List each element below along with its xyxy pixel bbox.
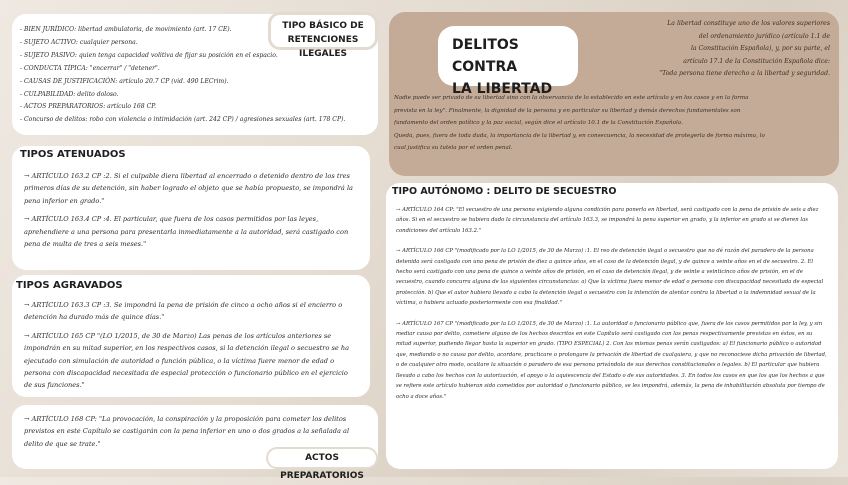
basic-item: - CONDUCTA TÍPICA: "encerrar" / "detener". [20, 64, 160, 72]
agravados-p1: → ARTÍCULO 163.3 CP :3. Se impondrá la pena de prisión de cinco a ocho años si el encierro o detención ha durado más de quince días." [24, 301, 343, 322]
main-title [438, 26, 578, 97]
atenuados-p2: → ARTÍCULO 163.4 CP :4. El particular, que fuera de los casos permitidos por las leyes, aprehendiere a una persona para presentarla inmediatamente a la autoridad, será castigado con pena de multa de tres a seis meses." [24, 215, 349, 249]
intro-body-line: Queda, pues, fuera de toda duda, la importancia de la libertad y, en consecuencia, la necesidad de protegerla de forma máxima, lo [394, 132, 765, 139]
intro-right-text [590, 18, 830, 81]
basic-title-line1: TIPO BÁSICO DE [282, 21, 364, 31]
atenuados-card [12, 146, 370, 270]
preparatorios-title: ACTOS PREPARATORIOS [266, 447, 378, 469]
autonomo-p2: → ARTÍCULO 166 CP "(modificado por la LO 1/2015, de 30 de Marzo) :1. El reo de detención ilegal o secuestro que no dé razón del paradero de la persona detenida será castigado con una pena de prisión de diez a quince años, en el caso de la detención ilegal, y de quince a veinte años en el de secuestro. 2. El hecho será castigado con una pena de quince a veinte años de prisión, en el caso de detención ilegal, y de veinte a veinticinco años de prisión, en el de secuestro, cuando concurra alguna de las siguientes circunstancias: a) Que la víctima fuera menor de edad o persona con discapacidad necesitada de especial protección. b) Que el autor hubiera llevado a cabo la detención ilegal o secuestro con la intención de atentar contra la libertad o la indemnidad sexual de la víctima, o hubiera actuado posteriormente con esa finalidad." [396, 248, 824, 307]
basic-type-title [268, 12, 378, 59]
basic-item: - CULPABILIDAD: delito doloso. [20, 90, 119, 98]
basic-item: - CAUSAS DE JUSTIFICACIÓN: artículo 20.7 CP (vid. 490 LECrim). [20, 77, 229, 85]
intro-body-line: cual justifica su tutela por el orden penal. [394, 145, 513, 151]
basic-item: - SUJETO PASIVO: quien tenga capacidad volitiva de fijar su posición en el espacio. [20, 51, 278, 59]
basic-item: - ACTOS PREPARATORIOS: artículo 168 CP. [20, 103, 157, 111]
basic-item: - BIEN JURÍDICO: libertad ambulatoria, de movimiento (art. 17 CE). [20, 26, 232, 33]
intro-right-line: la Constitución Española), y, por su parte, el [690, 45, 830, 52]
intro-body-line: Nadie puede ser privado de su libertad sino con la observancia de lo establecido en este artículo y en los casos y en la forma [394, 95, 749, 101]
basic-item: - Concurso de delitos: robo con violencia o intimidación (art. 242 CP) / agresiones sexuales (art. 178 CP). [20, 116, 346, 124]
atenuados-p1: → ARTÍCULO 163.2 CP :2. Si el culpable diera libertad al encerrado o detenido dentro de los tres primeros días de su detención, sin haber logrado el objeto que se había propuesto, se impondrá la pena inferior en grado." [24, 172, 353, 205]
agravados-title: TIPOS AGRAVADOS [16, 280, 123, 291]
preparatorios-p1: → ARTÍCULO 168 CP: "La provocación, la conspiración y la proposición para cometer los delitos previstos en este Capítulo se castigarán con la pena inferior en uno o dos grados a la señalada al delito de que se trate." [24, 415, 350, 448]
intro-body-text [394, 92, 834, 155]
autonomo-title: TIPO AUTÓNOMO : DELITO DE SECUESTRO [392, 186, 617, 197]
autonomo-p1: → ARTÍCULO 164 CP: "El secuestro de una persona exigiendo alguna condición para ponerla en libertad, será castigado con la pena de prisión de seis a diez años. Si en el secuestro se hubiera dado la circunstancia del artículo 163.3, se impondrá la pena superior en grado, y la inferior en grado si se dieren las condiciones del artículo 163.2." [396, 207, 819, 234]
main-title-line1: DELITOS CONTRA [452, 37, 519, 75]
autonomo-p3: → ARTÍCULO 167 CP "(modificado por la LO 1/2015, de 30 de Marzo) :1. La autoridad o funcionario público que, fuera de los casos permitidos por la ley, y sin mediar causa por delito, cometiere alguno de los hechos descritos en este Capítulo será castigado con las penas respectivamente previstas en éstos, en su mitad superior, pudiendo llegar hasta la superior en grado. (TIPO ESPECIAL) 2. Con las mismas penas serán castigados: a) El funcionario público o autoridad que, mediando o no causa por delito, acordare, practicare o prolongare la privación de libertad de cualquiera, y que no reconociese dicha privación de libertad, o de cualquier otro modo, ocultare la situación o paradero de esa persona privándola de sus derechos constitucionales o legales. b) El particular que hubiera llevado a cabo los hechos con la autorización, el apoyo o la aquiescencia del Estado o de sus autoridades. 3. En todos los casos en que los que los hechos a que se refiere este artículo hubieran sido cometidos por autoridad o funcionario público, se les impondrá, además, la pena de inhabilitación absoluta por tiempo de ocho a doce años." [396, 320, 827, 400]
intro-right-line: La libertad constituye uno de los valores superiores [667, 20, 830, 27]
intro-body-line: fundamento del orden político y la paz social, según dice el artículo 10.1 de la Constitución Española. [394, 120, 683, 126]
autonomo-card [386, 183, 838, 469]
agravados-p2: → ARTÍCULO 165 CP "(LO 1/2015, de 30 de Marzo) Las penas de los artículos anteriores se impondrán en su mitad superior, en los respectivos casos, si la detención ilegal o secuestro se ha ejecutado con simulación de autoridad o función pública, o la víctima fuere menor de edad o persona con discapacidad necesitada de especial protección o funcionario público en el ejercicio de sus funciones." [24, 331, 350, 390]
intro-right-line: "Toda persona tiene derecho a la libertad y seguridad. [659, 70, 830, 77]
intro-body-line: prevista en la ley". Finalmente, la dignidad de la persona y en particular su libertad y demás derechos fundamentales son [394, 107, 741, 114]
basic-item: - SUJETO ACTIVO: cualquier persona. [20, 38, 138, 46]
agravados-card [12, 275, 370, 397]
main-title-line2: LA LIBERTAD [452, 81, 553, 97]
atenuados-title: TIPOS ATENUADOS [20, 149, 126, 160]
intro-right-line: del ordenamiento jurídico (artículo 1.1 de [698, 32, 830, 40]
intro-right-line: artículo 17.1 de la Constitución Española dice: [683, 57, 830, 65]
basic-title-line2: RETENCIONES ILEGALES [287, 35, 359, 59]
